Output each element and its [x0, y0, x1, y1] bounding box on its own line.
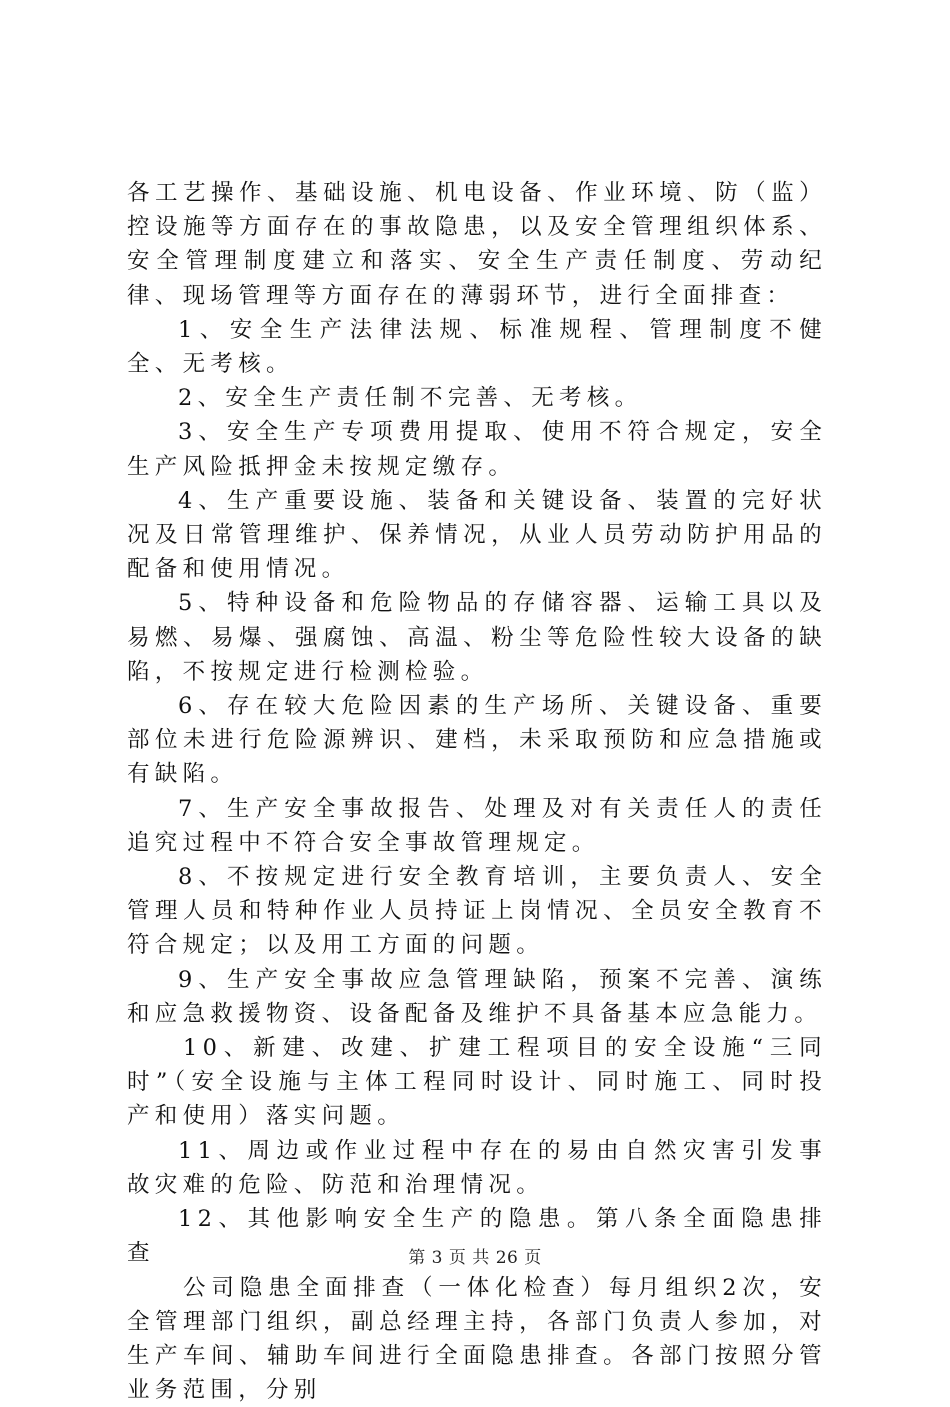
paragraph-item-1: 1、安全生产法律法规、标准规程、管理制度不健全、无考核。: [127, 313, 827, 381]
paragraph-item-5: 5、特种设备和危险物品的存储容器、运输工具以及易燃、易爆、强腐蚀、高温、粉尘等危险性较大设备的缺陷，不按规定进行检测检验。: [127, 586, 827, 689]
paragraph-item-7: 7、生产安全事故报告、处理及对有关责任人的责任追究过程中不符合安全事故管理规定。: [127, 792, 827, 860]
paragraph-item-8: 8、不按规定进行安全教育培训，主要负责人、安全管理人员和特种作业人员持证上岗情况、全员安全教育不符合规定；以及用工方面的问题。: [127, 860, 827, 963]
page-number-footer: 第 3 页 共 26 页: [0, 1243, 950, 1268]
paragraph-item-4: 4、生产重要设施、装备和关键设备、装置的完好状况及日常管理维护、保养情况，从业人员劳动防护用品的配备和使用情况。: [127, 484, 827, 587]
paragraph-full-inspection: 公司隐患全面排查（一体化检查）每月组织2次，安全管理部门组织，副总经理主持，各部门负责人参加，对生产车间、辅助车间进行全面隐患排查。各部门按照分管业务范围，分别: [127, 1271, 827, 1407]
document-body: [127, 176, 827, 1407]
paragraph-item-11: 11、周边或作业过程中存在的易由自然灾害引发事故灾难的危险、防范和治理情况。: [127, 1134, 827, 1202]
paragraph-intro: 各工艺操作、基础设施、机电设备、作业环境、防（监）控设施等方面存在的事故隐患，以及安全管理组织体系、安全管理制度建立和落实、安全生产责任制度、劳动纪律、现场管理等方面存在的薄弱环节，进行全面排查：: [127, 176, 827, 313]
paragraph-item-6: 6、存在较大危险因素的生产场所、关键设备、重要部位未进行危险源辨识、建档，未采取预防和应急措施或有缺陷。: [127, 689, 827, 792]
paragraph-item-12: 12、其他影响安全生产的隐患。第八条全面隐患排查: [127, 1202, 827, 1270]
paragraph-item-10: 10、新建、改建、扩建工程项目的安全设施“三同时”（安全设施与主体工程同时设计、同时施工、同时投产和使用）落实问题。: [127, 1031, 827, 1134]
paragraph-item-3: 3、安全生产专项费用提取、使用不符合规定，安全生产风险抵押金未按规定缴存。: [127, 415, 827, 483]
paragraph-item-2: 2、安全生产责任制不完善、无考核。: [127, 381, 827, 415]
paragraph-item-9: 9、生产安全事故应急管理缺陷，预案不完善、演练和应急救援物资、设备配备及维护不具备基本应急能力。: [127, 963, 827, 1031]
